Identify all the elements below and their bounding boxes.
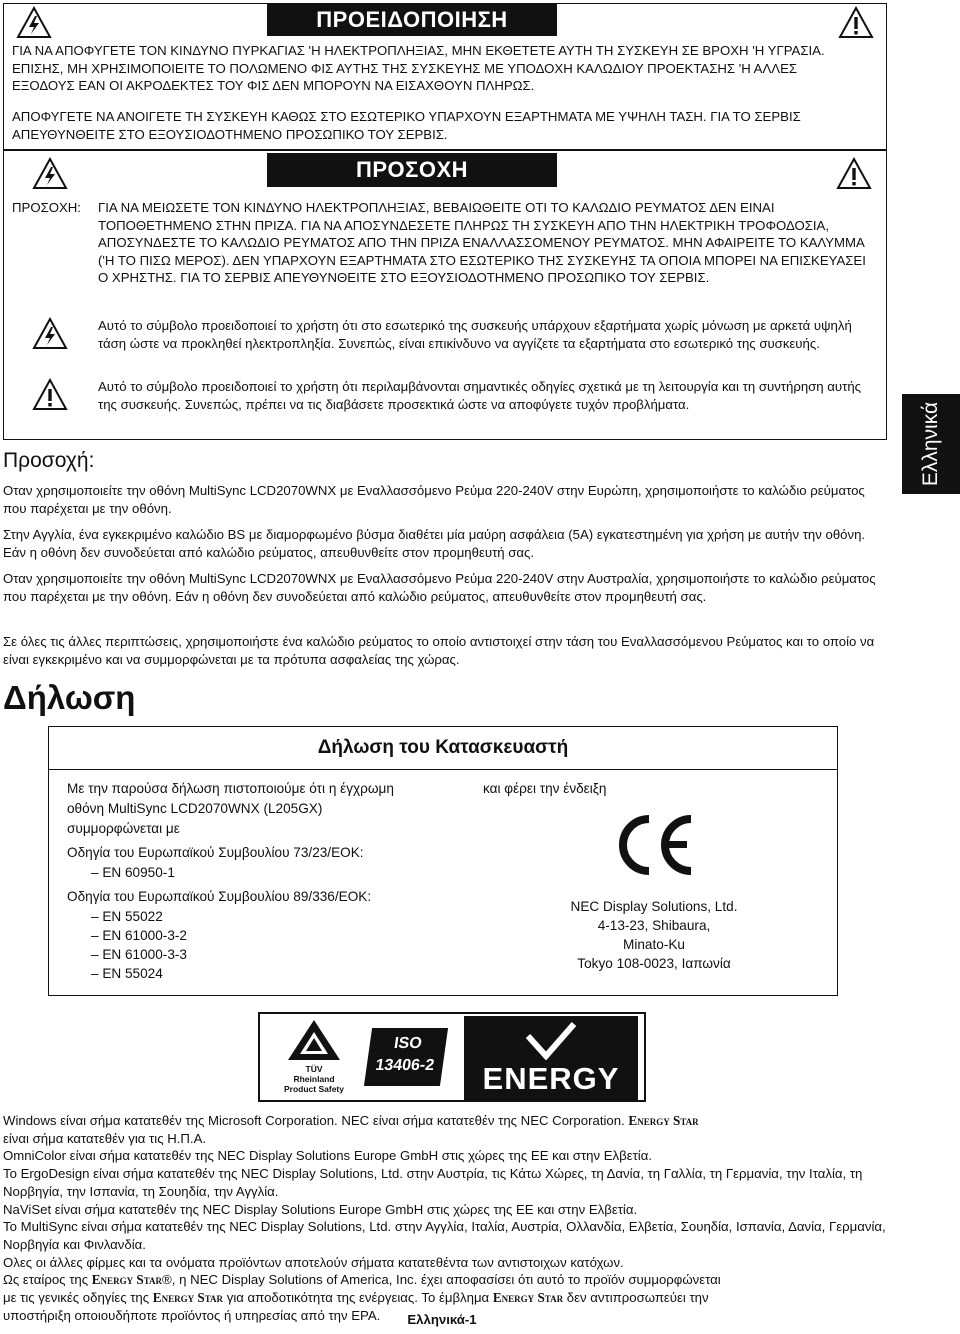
directive-89-336-standard-1: – EN 55022 xyxy=(91,909,163,924)
tuv-triangle-icon xyxy=(286,1018,342,1062)
declaration-box-title: Δήλωση του Κατασκευαστή xyxy=(317,737,569,758)
manufacturer-ward: Minato-Ku xyxy=(623,937,685,952)
notice-paragraph-3: Οταν χρησιμοποιείτε την οθόνη MultiSync LCD2070WNX με Εναλλασσόμενο Ρεύμα 220-240V στην Αυστραλία, χρησιμοποιήστε το καλώδιο ρεύματος που παρέχεται με την οθόνη. Εάν η οθόνη δεν συνοδεύεται από καλώδιο ρεύματος, απευθυνθείτε στον προμηθευτή σας. xyxy=(3,571,876,604)
declaration-title-rule xyxy=(49,769,837,770)
trademark-text: δεν αντιπροσωπεύει την xyxy=(566,1290,709,1306)
caution-text: ΓΙΑ ΝΑ ΜΕΙΩΣΕΤΕ ΤΟΝ ΚΙΝΔΥΝΟ ΗΛΕΚΤΡΟΠΛΗΞΙΑΣ, ΒΕΒΑΙΩΘΕΙΤΕ ΟΤΙ ΤΟ ΚΑΛΩΔΙΟ ΡΕΥΜΑΤΟΣ ΔΕΝ ΕΙΝΑΙ ΤΟΠΟΘΕΤΗΜΕΝΟ ΣΤΗΝ ΠΡΙΖΑ. ΓΙΑ ΝΑ ΑΠΟΣΥΝΔΕΣΕΤΕ ΠΛΗΡΩΣ ΤΗ ΣΥΣΚΕΥΗ ΑΠΟ ΤΗΝ ΗΛΕΚΤΡΙΚΗ ΤΡΟΦΟΔΟΣΙΑ, ΑΠΟΣΥΝΔΕΣΤΕ ΤΟ ΚΑΛΩΔΙΟ ΡΕΥΜΑΤΟΣ ΑΠΟ ΤΗΝ ΠΡΙΖΑ ΕΝΑΛΛΑΣΣΟΜΕΝΟΥ ΡΕΥΜΑΤΟΣ. ΜΗΝ ΑΦΑΙΡΕΙΤΕ ΤΟ ΚΑΛΥΜΜΑ ('Η ΤΟ ΠΙΣΩ ΜΕΡΟΣ). ΔΕΝ ΥΠΑΡΧΟΥΝ ΕΞΑΡΤΗΜΑΤΑ ΣΤΟ ΕΣΩΤΕΡΙΚΟ ΤΗΣ ΣΥΣΚΕΥΗΣ ΤΑ ΟΠΟΙΑ ΜΠΟΡΕΙ ΝΑ ΕΠΙΣΚΕΥΑΣΕΙ Ο ΧΡΗΣΤΗΣ. ΓΙΑ ΤΟ ΣΕΡΒΙΣ ΑΠΕΥΘΥΝΘΕΙΤΕ ΣΤΟ ΕΞΟΥΣΙΟΔΟΤΗΜΕΝΟ ΠΡΟΣΩΠΙΚΟ ΤΟΥ ΣΕΡΒΙΣ. xyxy=(98,200,866,286)
manufacturer-name: NEC Display Solutions, Ltd. xyxy=(570,899,738,914)
trademark-text: Windows είναι σήμα κατατεθέν της Microsoft Corporation. NEC είναι σήμα κατατεθέν της NEC Corporation. xyxy=(3,1113,625,1128)
lightning-warning-icon xyxy=(32,157,68,190)
declaration-box xyxy=(48,726,838,996)
trademark-line-7 xyxy=(3,1271,893,1289)
declaration-heading: Δήλωση xyxy=(3,679,136,716)
energy-star-name: Energy Star xyxy=(152,1290,224,1306)
energy-star-check-icon xyxy=(522,1020,580,1060)
tuv-label: TÜV xyxy=(305,1064,323,1074)
trademark-line-1 xyxy=(3,1112,893,1130)
declaration-intro: Με την παρούσα δήλωση πιστοποιούμε ότι η έγχρωμη οθόνη MultiSync LCD2070WNX (L205GX) συμμορφώνεται με xyxy=(67,781,394,836)
trademark-line-5: Το MultiSync είναι σήμα κατατεθέν της NEC Display Solutions, Ltd. στην Αγγλία, Ιταλία, Αυστρία, Ολλανδία, Ελβετία, Σουηδία, Ισπανία, Δανία, Γερμανία, Νορβηγία και Φινλανδία. xyxy=(3,1219,886,1252)
energy-star-text: ENERGY xyxy=(482,1061,620,1096)
warning-box xyxy=(3,3,887,150)
directive-73-23-standard: – EN 60950-1 xyxy=(91,865,175,880)
warning-paragraph-2: ΑΠΟΦΥΓΕΤΕ ΝΑ ΑΝΟΙΓΕΤΕ ΤΗ ΣΥΣΚΕΥΗ ΚΑΘΩΣ ΣΤΟ ΕΣΩΤΕΡΙΚΟ ΥΠΑΡΧΟΥΝ ΕΞΑΡΤΗΜΑΤΑ ΜΕ ΥΨΗΛΗ ΤΑΣΗ. ΓΙΑ ΤΟ ΣΕΡΒΙΣ ΑΠΕΥΘΥΝΘΕΙΤΕ ΣΤΟ ΕΞΟΥΣΙΟΔΟΤΗΜΕΝΟ ΠΡΟΣΩΠΙΚΟ ΤΟΥ ΣΕΡΒΙΣ. xyxy=(12,109,801,142)
certification-logos xyxy=(258,1012,646,1102)
energy-star-name: Energy Star xyxy=(492,1290,564,1306)
directive-73-23: Οδηγία του Ευρωπαϊκού Συμβουλίου 73/23/ΕΟΚ: xyxy=(67,845,364,860)
exclamation-warning-icon xyxy=(836,157,872,190)
trademark-text: ®, η NEC Display Solutions of America, Inc. έχει αποφασίσει ότι αυτό το προϊόν συμμορφώνεται xyxy=(162,1272,721,1288)
notice-paragraph-4: Σε όλες τις άλλες περιπτώσεις, χρησιμοποιήστε ένα καλώδιο ρεύματος το οποίο αντιστοιχεί στην τάση του Εναλλασσόμενου Ρεύματος και το οποίο να είναι εγκεκριμένο και να συμμορφώνεται με τα πρότυπα ασφαλείας της χώρας. xyxy=(3,634,875,667)
notice-heading: Προσοχή: xyxy=(3,449,95,472)
tuv-logo xyxy=(268,1018,360,1098)
exclamation-symbol-description: Αυτό το σύμβολο προειδοποιεί το χρήστη ότι περιλαμβάνονται σημαντικές οδηγίες σχετικά με τη λειτουργία και τη συντήρηση αυτής της συσκευής. Συνεπώς, πρέπει να τις διαβάσετε προσεκτικά ώστε να αποφύγετε τυχόν προβλήματα. xyxy=(98,379,862,412)
caution-label: ΠΡΟΣΟΧΗ: xyxy=(12,200,81,215)
trademark-line-2: OmniColor είναι σήμα κατατεθέν της NEC Display Solutions Europe GmbH στις χώρες της ΕΕ και στην Ελβετία. xyxy=(3,1148,653,1164)
notice-paragraph-2: Στην Αγγλία, ένα εγκεκριμένο καλώδιο BS με διαμορφωμένο βύσμα διαθέτει μία μαύρη ασφάλεια (5A) εγκατεστημένη για χρήση με αυτήν την οθόνη. Εάν η οθόνη δεν συνοδεύεται από καλώδιο ρεύματος, απευθυνθείτε στον προμηθευτή σας. xyxy=(3,527,866,560)
ce-mark-icon xyxy=(609,813,699,877)
lightning-symbol-description: Αυτό το σύμβολο προειδοποιεί το χρήστη ότι στο εσωτερικό της συσκευής υπάρχουν εξαρτήματα χωρίς μόνωση με αρκετά υψηλή τάση ώστε να προκληθεί ηλεκτροπληξία. Συνεπώς, είναι επικίνδυνο να αγγίζετε τα εξαρτήματα στο εσωτερικό της συσκευής. xyxy=(98,318,852,351)
page-number: Ελληνικά-1 xyxy=(407,1312,477,1327)
trademark-line-1-cont: είναι σήμα κατατεθέν για τις Η.Π.Α. xyxy=(3,1130,207,1146)
energy-star-name: Energy Star xyxy=(628,1113,699,1128)
warning-paragraph-1: ΓΙΑ ΝΑ ΑΠΟΦΥΓΕΤΕ ΤΟΝ ΚΙΝΔΥΝΟ ΠΥΡΚΑΓΙΑΣ 'Η ΗΛΕΚΤΡΟΠΛΗΞΙΑΣ, ΜΗΝ ΕΚΘΕΤΕΤΕ ΑΥΤΗ ΤΗ ΣΥΣΚΕΥΗ ΣΕ ΒΡΟΧΗ 'Η ΥΓΡΑΣΙΑ. ΕΠΙΣΗΣ, ΜΗ ΧΡΗΣΙΜΟΠΟΙΕΙΤΕ ΤΟ ΠΟΛΩΜΕΝΟ ΦΙΣ ΑΥΤΗΣ ΤΗΣ ΣΥΣΚΕΥΗΣ ΜΕ ΥΠΟΔΟΧΗ ΚΑΛΩΔΙΟΥ ΠΡΟΕΚΤΑΣΗΣ 'Η ΑΛΛΕΣ ΕΞΟΔΟΥΣ ΕΑΝ ΟΙ ΑΚΡΟΔΕΚΤΕΣ ΤΟΥ ΦΙΣ ΔΕΝ ΜΠΟΡΟΥΝ ΝΑ ΕΙΣΑΧΘΟΥΝ ΠΛΗΡΩΣ. xyxy=(12,43,825,94)
trademark-text: για αποδοτικότητα της ενέργειας. Το έμβλημα xyxy=(226,1290,490,1306)
language-tab-label: Ελληνικά xyxy=(919,401,942,487)
trademark-line-6: Ολες οι άλλες φίρμες και τα ονόματα προϊόντων αποτελούν σήματα κατατεθέντα των αντιστοιχων κατόχων. xyxy=(3,1254,624,1270)
tuv-product-safety-label: Product Safety xyxy=(284,1084,344,1094)
trademark-line-8 xyxy=(3,1289,893,1307)
iso-logo xyxy=(364,1028,448,1086)
notice-paragraph-1: Οταν χρησιμοποιείτε την οθόνη MultiSync LCD2070WNX με Εναλλασσόμενο Ρεύμα 220-240V στην Ευρώπη, χρησιμοποιήστε το καλώδιο ρεύματος που παρέχεται με την οθόνη. xyxy=(3,483,865,516)
caution-box xyxy=(3,150,887,440)
ce-intro: και φέρει την ένδειξη xyxy=(483,781,607,796)
manufacturer-street: 4-13-23, Shibaura, xyxy=(597,918,711,933)
language-side-tab xyxy=(902,394,960,494)
iso-label: ISO xyxy=(392,1035,423,1052)
trademarks xyxy=(3,1112,893,1324)
trademark-text: Ως εταίρος της xyxy=(3,1272,89,1288)
energy-star-name: Energy Star xyxy=(91,1272,163,1288)
directive-89-336-standard-3: – EN 61000-3-3 xyxy=(91,947,187,962)
directive-89-336-standard-4: – EN 55024 xyxy=(91,966,163,981)
manufacturer-city: Tokyo 108-0023, Ιαπωνία xyxy=(577,956,731,971)
lightning-symbol-icon xyxy=(32,317,68,350)
directive-89-336-standard-2: – EN 61000-3-2 xyxy=(91,928,187,943)
trademark-line-3: Το ErgoDesign είναι σήμα κατατεθέν της NEC Display Solutions, Ltd. στην Αυστρία, τις Κάτω Χώρες, τη Δανία, τη Γαλλία, τη Γερμανία, την Ιταλία, τη Νορβηγία, την Ισπανία, τη Σουηδία, την Αγγλία. xyxy=(3,1166,863,1199)
warning-title: ΠΡΟΕΙΔΟΠΟΙΗΣΗ xyxy=(267,4,557,36)
tuv-rheinland-label: Rheinland xyxy=(293,1074,335,1084)
trademark-line-4: NaViSet είναι σήμα κατατεθέν της NEC Display Solutions Europe GmbH στις χώρες της ΕΕ και στην Ελβετία. xyxy=(3,1201,638,1217)
exclamation-symbol-icon xyxy=(32,378,68,411)
exclamation-warning-icon xyxy=(838,6,874,39)
iso-number: 13406-2 xyxy=(374,1057,436,1074)
energy-star-logo xyxy=(464,1016,638,1100)
trademark-line-9: υποστήριξη οποιουδήποτε προϊόντος ή υπηρεσίας από την EPA. xyxy=(3,1307,381,1323)
trademark-text: με τις γενικές οδηγίες της xyxy=(3,1290,150,1306)
caution-title: ΠΡΟΣΟΧΗ xyxy=(267,153,557,187)
directive-89-336: Οδηγία του Ευρωπαϊκού Συμβουλίου 89/336/ΕΟΚ: xyxy=(67,889,372,904)
lightning-warning-icon xyxy=(16,6,52,39)
